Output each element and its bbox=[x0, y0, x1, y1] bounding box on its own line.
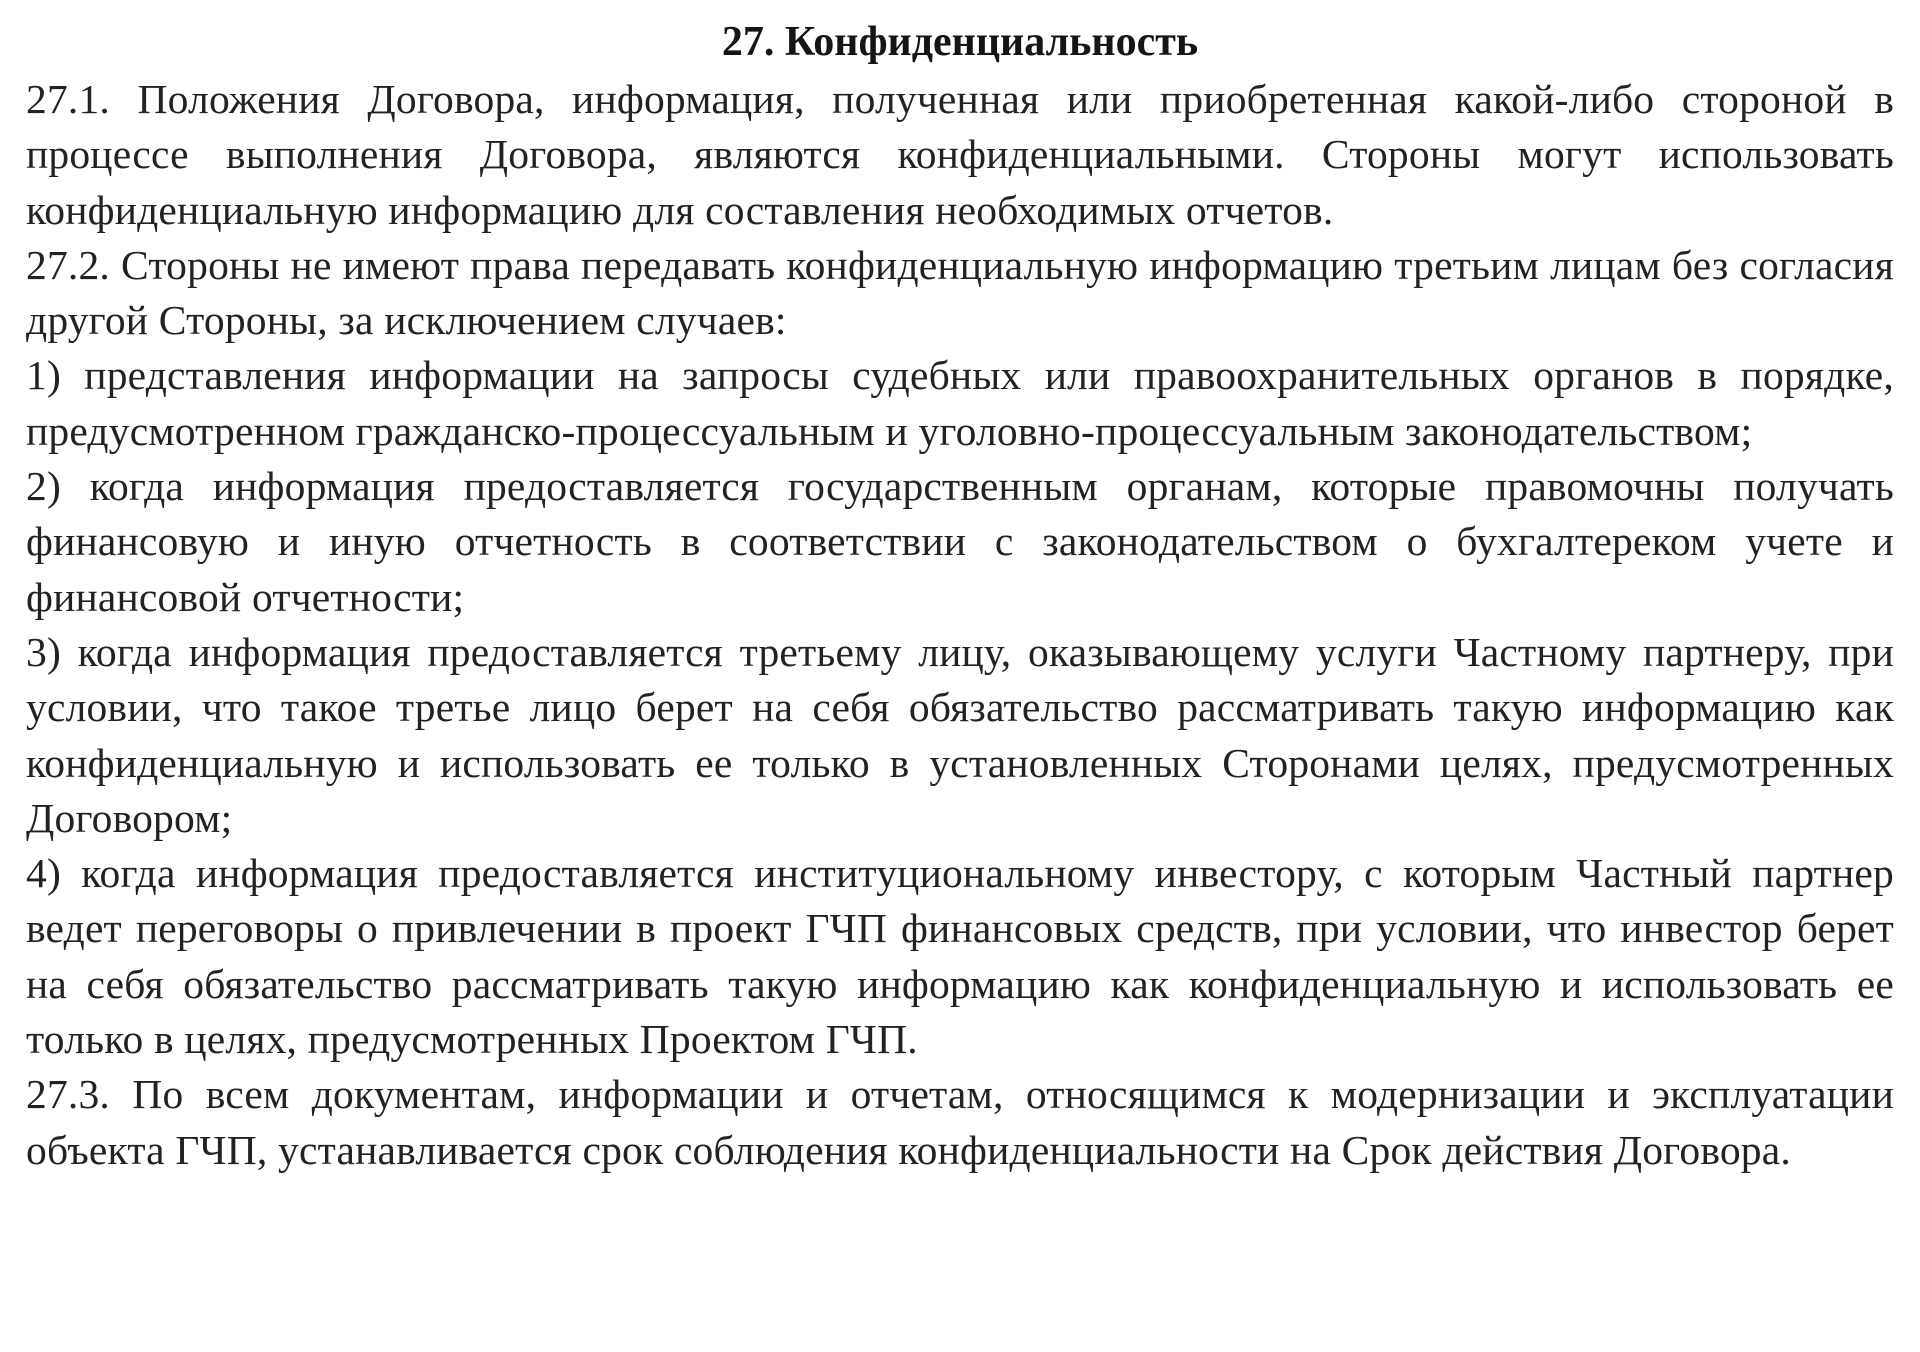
clause-27-3: 27.3. По всем документам, информации и отчетам, относящимся к модернизации и эксплуатации объекта ГЧП, устанавливается срок соблюдения конфиденциальности на Срок действия Договора. bbox=[26, 1071, 1894, 1173]
exception-item-1: 1) представления информации на запросы судебных или правоохранительных органов в порядке, предусмотренном гражданско-процессуальным и уголовно-процессуальным законодательством; bbox=[26, 352, 1894, 454]
section-title: 27. Конфиденциальность bbox=[721, 19, 1199, 65]
clause-27-2: 27.2. Стороны не имеют права передавать конфиденциальную информацию третьим лицам без согласия другой Стороны, за исключением случаев: bbox=[26, 241, 1894, 344]
exception-item-4: 4) когда информация предоставляется институциональному инвестору, с которым Частный партнер ведет переговоры о привлечении в проект ГЧП финансовых средств, при условии, что инвестор берет на себя обязательство рассматривать такую информацию как конфиденциальную и использовать ее только в целях, предусмотренных Проектом ГЧП. bbox=[26, 850, 1894, 1063]
clause-27-1: 27.1. Положения Договора, информация, полученная или приобретенная какой-либо стороной в процессе выполнения Договора, являются конфиденциальными. Стороны могут использовать конфиденциальную информацию для составления необходимых отчетов. bbox=[26, 76, 1894, 233]
exception-item-2: 2) когда информация предоставляется государственным органам, которые правомочны получать финансовую и иную отчетность в соответствии с законодательством о бухгалтереком учете и финансовой отчетности; bbox=[26, 463, 1894, 620]
exception-item-3: 3) когда информация предоставляется третьему лицу, оказывающему услуги Частному партнеру, при условии, что такое третье лицо берет на себя обязательство рассматривать такую информацию как конфиденциальную и использовать ее только в установленных Сторонами целях, предусмотренных Договором; bbox=[26, 628, 1894, 841]
